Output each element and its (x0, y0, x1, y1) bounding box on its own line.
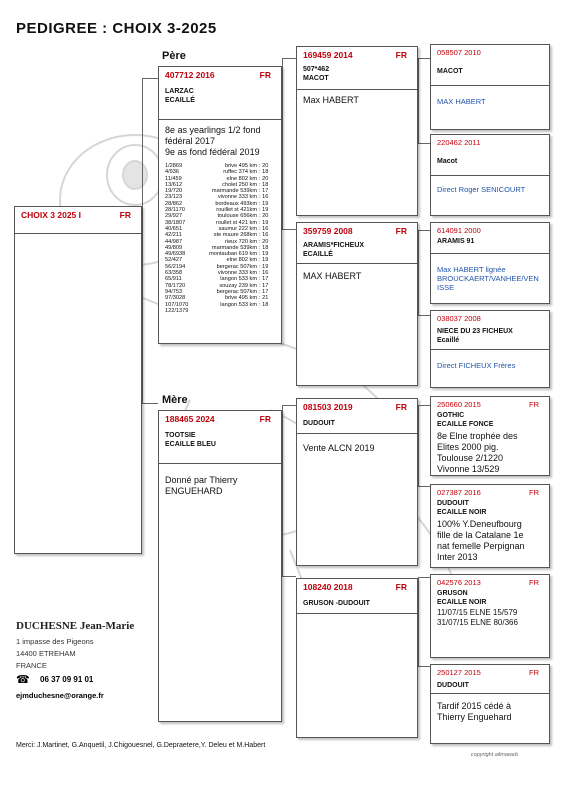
result-race: marmande 539km (211, 188, 257, 195)
ggp-h-ring: 250127 2015 (437, 668, 481, 677)
connector-gp-1 (418, 58, 430, 144)
ggp-c-note-1: Max HABERT lignée (437, 265, 506, 274)
gp-mm-card[interactable] (296, 578, 418, 738)
ggp-e-color: ECAILLE FONCE (437, 421, 494, 428)
gp-pp-name-2: MACOT (303, 75, 329, 82)
gp-pp-header (297, 47, 417, 65)
gp-mp-header (297, 399, 417, 417)
result-race: souzay 239 km (219, 282, 257, 289)
result-points: : 17 (259, 276, 269, 283)
email-link[interactable]: ejmduchesne@orange.fr (16, 691, 104, 700)
result-points: : 17 (259, 282, 269, 289)
ggp-c-note-2: BROUCKAERT/VANHEE/VEN (437, 274, 539, 283)
gp-mm-ring: 108240 2018 (303, 582, 353, 592)
subject-ring: CHOIX 3 2025 I (21, 210, 82, 220)
pere-note-2: fédéral 2017 (165, 136, 216, 146)
ggp-b-ring: 220462 2011 (437, 138, 481, 147)
gp-mp-card[interactable] (296, 398, 418, 566)
gp-mp-note: Vente ALCN 2019 (303, 443, 375, 453)
page-title: PEDIGREE : CHOIX 3-2025 (16, 20, 217, 37)
result-points: : 16 (259, 225, 269, 232)
ggp-h-note-2: Thierry Enguehard (437, 712, 512, 722)
result-points: : 20 (259, 238, 269, 245)
gp-mp-country: FR (395, 402, 407, 412)
result-points: : 16 (259, 270, 269, 277)
result-race: langon 533 km (220, 301, 257, 308)
result-race: ruffec 374 km (223, 169, 257, 176)
result-rank: 65/911 (165, 276, 182, 283)
subject-card[interactable] (14, 206, 142, 554)
result-rank: 28/1170 (165, 207, 185, 214)
connector-mere-gp (282, 405, 296, 577)
ggp-f-color: ECAILLE NOIR (437, 509, 487, 516)
result-rank: 122/1379 (165, 307, 189, 314)
gp-pm-name: ARAMIS*FICHEUX (303, 242, 365, 249)
gp-pm-header (297, 223, 417, 241)
result-points: : 16 (259, 194, 269, 201)
pere-note-3: 9e as fond fédéral 2019 (165, 147, 260, 157)
gp-mm-country: FR (395, 582, 407, 592)
ggp-g-card[interactable] (430, 574, 550, 658)
connector-subject-pere (142, 78, 158, 230)
connector-pere-gp (282, 58, 296, 230)
result-rank: 52/427 (165, 257, 183, 264)
ggp-f-card[interactable] (430, 484, 550, 568)
gp-mp-name: DUDOUIT (303, 420, 335, 427)
result-race: bergerac 507km (216, 263, 257, 270)
mere-label: Mère (162, 394, 188, 406)
ggp-f-note-1: 100% Y.Deneufbourg (437, 519, 522, 529)
result-rank: 97/3028 (165, 295, 186, 302)
address-line-1: 1 impasse des Pigeons (16, 637, 94, 646)
mere-country: FR (259, 414, 271, 424)
result-rank: 29/927 (165, 213, 183, 220)
result-points: : 19 (259, 200, 269, 207)
result-points: : 17 (259, 288, 269, 295)
subject-header (15, 207, 141, 225)
result-race: rieux 720 km (224, 238, 257, 245)
result-race: vivonne 333 km (217, 194, 257, 201)
result-rank: 13/612 (165, 181, 183, 188)
ggp-e-note-1: 8e Elne trophée des (437, 431, 518, 441)
result-race: elne 802 km (226, 257, 257, 264)
ggp-d-note: Direct FICHEUX Frères (437, 361, 516, 370)
result-points: : 18 (259, 169, 269, 176)
ggp-d-ring: 038037 2008 (437, 314, 481, 323)
result-points: : 19 (259, 207, 269, 214)
pere-ring: 407712 2016 (165, 70, 215, 80)
ggp-f-ring: 027387 2016 (437, 488, 481, 497)
gp-pm-note: MAX HABERT (303, 271, 362, 281)
result-points: : 19 (259, 257, 269, 264)
thanks-line: Merci: J.Martinet, G.Anquetil, J.Chigouesnel, G.Depraetere,Y. Deleu et M.Habert (16, 742, 266, 749)
mere-name: TOOTSIE (165, 432, 196, 439)
ggp-f-note-3: nat femelle Perpignan (437, 541, 525, 551)
ggp-d-color: Ecaillé (437, 337, 460, 344)
breeder-contact (16, 620, 134, 702)
result-points: : 19 (259, 219, 269, 226)
ggp-f-note-2: fille de la Catalane 1e (437, 530, 524, 540)
result-rank: 49/809 (165, 244, 183, 251)
ggp-b-card[interactable] (430, 134, 550, 216)
result-rank: 11/459 (165, 175, 182, 182)
pere-results-list (165, 163, 275, 314)
mere-card[interactable] (158, 410, 282, 722)
result-race: elne 802 km (226, 175, 257, 182)
result-race: roullet st 421 km (215, 219, 257, 226)
result-points: : 16 (259, 232, 269, 239)
gp-pp-name: 507*462 (303, 66, 330, 73)
gp-mm-header (297, 579, 417, 597)
ggp-a-name: MACOT (437, 68, 463, 75)
pere-card[interactable] (158, 66, 282, 344)
ggp-f-note-4: Inter 2013 (437, 552, 478, 562)
gp-pp-card[interactable] (296, 46, 418, 216)
ggp-e-country: FR (529, 400, 539, 409)
gp-pm-card[interactable] (296, 222, 418, 386)
result-points (259, 308, 275, 314)
connector-gp-4 (418, 577, 430, 667)
result-rank: 40/651 (165, 225, 183, 232)
result-rank: 42/211 (165, 232, 182, 239)
gp-pm-ring: 359759 2008 (303, 226, 353, 236)
result-rank: 19/720 (165, 188, 183, 195)
result-points: : 21 (259, 295, 269, 302)
result-rank: 38/1807 (165, 219, 186, 226)
ggp-e-ring: 250660 2015 (437, 400, 481, 409)
ggp-g-ring: 042576 2013 (437, 578, 481, 587)
result-rank: 49/6938 (165, 251, 186, 258)
result-points: : 20 (259, 163, 269, 169)
ggp-e-note-2: Elites 2000 pig. (437, 442, 499, 452)
gp-pm-country: FR (395, 226, 407, 236)
result-points: : 19 (259, 263, 269, 270)
result-points: : 19 (259, 251, 269, 258)
ggp-g-color: ECAILLE NOIR (437, 599, 487, 606)
result-rank: 44/987 (165, 238, 183, 245)
result-race: vivonne 333 km (217, 270, 257, 277)
ggp-g-country: FR (529, 578, 539, 587)
connector-gp-3 (418, 405, 430, 487)
ggp-h-name: DUDOUIT (437, 682, 469, 689)
result-race: saumur 222 km (218, 225, 257, 232)
ggp-c-note-3: ISSE (437, 283, 455, 292)
pere-header (159, 67, 281, 85)
result-rank: 23/123 (165, 194, 183, 201)
result-row (165, 308, 275, 314)
address-country: FRANCE (16, 661, 47, 670)
result-rank: 94/753 (165, 288, 183, 295)
result-race: ste maure 268km (213, 232, 257, 239)
result-race: bordeaux 493km (215, 200, 257, 207)
result-race: rouillet st 421km (216, 207, 257, 214)
result-race: langon 533 km (220, 276, 257, 283)
ggp-f-name: DUDOUIT (437, 500, 469, 507)
ggp-f-country: FR (529, 488, 539, 497)
ggp-c-ring: 614091 2000 (437, 226, 481, 235)
result-rank: 1/2869 (165, 163, 183, 169)
ggp-h-note-1: Tardif 2015 cédé à (437, 701, 512, 711)
pere-country: FR (259, 70, 271, 80)
copyright: copyright ailmaweb (470, 752, 518, 758)
result-points: : 18 (259, 301, 269, 308)
gp-mp-ring: 081503 2019 (303, 402, 353, 412)
subject-country: FR (119, 210, 131, 220)
ggp-a-card[interactable] (430, 44, 550, 130)
result-rank: 4/936 (165, 169, 179, 176)
ggp-c-name: ARAMIS 91 (437, 238, 475, 245)
breeder-name: DUCHESNE Jean-Marie (16, 620, 135, 632)
mere-color: ECAILLE BLEU (165, 441, 216, 448)
mere-note-2: ENGUEHARD (165, 486, 223, 496)
ggp-b-name: Macot (437, 158, 458, 165)
gp-mm-name: GRUSON -DUDOUIT (303, 600, 370, 607)
result-race: brive 495 km (224, 295, 257, 302)
mere-ring: 188465 2024 (165, 414, 215, 424)
result-race: montauban 619 km (209, 251, 257, 258)
ggp-d-card[interactable] (430, 310, 550, 388)
ggp-g-name: GRUSON (437, 590, 468, 597)
ggp-e-name: GOTHIC (437, 412, 465, 419)
pere-color: ECAILLÉ (165, 97, 195, 104)
gp-pp-ring: 169459 2014 (303, 50, 353, 60)
connector-subject-mere (142, 230, 158, 404)
ggp-b-note: Direct Roger SENICOURT (437, 185, 526, 194)
result-race: toulouse 656km (217, 213, 257, 220)
result-rank: 78/1720 (165, 282, 186, 289)
address-line-2: 14400 ETREHAM (16, 649, 76, 658)
mere-note-1: Donné par Thierry (165, 475, 238, 485)
ggp-e-note-4: Vivonne 13/529 (437, 464, 500, 474)
ggp-g-note-1: 11/07/15 ELNE 15/579 (437, 608, 518, 617)
result-points: : 18 (259, 244, 269, 251)
result-race: cholet 250 km (222, 181, 257, 188)
result-rank: 107/1070 (165, 301, 189, 308)
telephone-icon: ☎ (16, 674, 30, 686)
pere-note-1: 8e as yearlings 1/2 fond (165, 125, 261, 135)
ggp-b-header (431, 135, 549, 153)
mere-header (159, 411, 281, 429)
result-points: : 17 (259, 188, 269, 195)
ggp-d-name: NIECE DU 23 FICHEUX (437, 328, 513, 335)
result-points: : 20 (259, 213, 269, 220)
ggp-a-header (431, 45, 549, 63)
ggp-h-card[interactable] (430, 664, 550, 744)
result-race: brive 495 km (224, 163, 257, 169)
result-rank: 56/2194 (165, 263, 186, 270)
ggp-c-card[interactable] (430, 222, 550, 304)
result-rank: 28/862 (165, 200, 183, 207)
phone-number[interactable]: 06 37 09 91 01 (40, 675, 94, 684)
ggp-h-country: FR (529, 668, 539, 677)
gp-pp-note: Max HABERT (303, 95, 359, 105)
result-race: marmande 539km (211, 244, 257, 251)
ggp-e-note-3: Toulouse 2/1220 (437, 453, 504, 463)
result-rank: 63/358 (165, 270, 183, 277)
connector-gp-2 (418, 230, 430, 316)
ggp-a-note: MAX HABERT (437, 97, 486, 106)
result-race: bergerac 507km (216, 288, 257, 295)
ggp-e-card[interactable] (430, 396, 550, 476)
result-points: : 18 (259, 181, 269, 188)
pere-name: LARZAC (165, 88, 194, 95)
gp-pp-country: FR (395, 50, 407, 60)
pere-label: Père (162, 50, 186, 62)
ggp-a-ring: 058507 2010 (437, 48, 481, 57)
gp-pm-name-2: ECAILLÉ (303, 251, 333, 258)
result-points: : 20 (259, 175, 269, 182)
ggp-g-note-2: 31/07/15 ELNE 80/366 (437, 618, 518, 627)
